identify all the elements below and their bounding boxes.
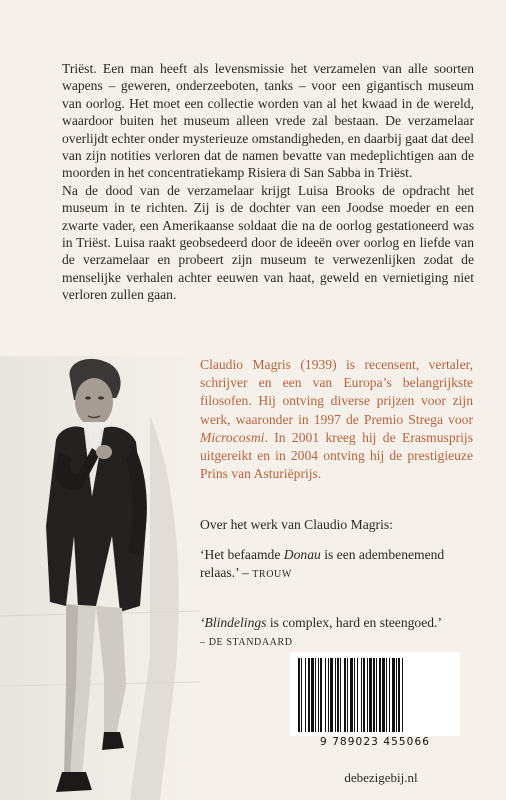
barcode-bar — [350, 658, 353, 732]
barcode-bar — [315, 658, 316, 732]
author-bio-text — [200, 356, 473, 483]
barcode-bar — [318, 658, 319, 732]
review-2-text: is complex, hard en steengoed.’ — [266, 615, 442, 630]
barcode-bar — [340, 658, 341, 732]
author-photo — [0, 356, 200, 800]
barcode-bar — [311, 658, 314, 732]
barcode-bar — [386, 658, 387, 732]
barcode-bars — [290, 652, 460, 736]
barcode-bar — [305, 658, 306, 732]
barcode-bar — [361, 658, 362, 732]
barcode-bar — [369, 658, 372, 732]
reviews-heading: Over het werk van Claudio Magris: — [200, 517, 393, 532]
review-quote-standaard — [200, 614, 473, 652]
barcode-bar — [328, 658, 329, 732]
barcode-bar — [308, 658, 310, 732]
barcode-bar — [354, 658, 355, 732]
bio-text-part1: Claudio Magris (1939) is recensent, vertaler, schrijver en een van Europa’s belangrijkste filosofen. Hij ontving diverse prijzen voor zijn werk, waaronder in 1997 de Premio Strega voor — [200, 357, 473, 427]
review-1-open: ‘Het befaamde — [200, 547, 284, 562]
barcode-bar — [344, 658, 346, 732]
barcode-bar — [389, 658, 390, 732]
barcode-bar — [337, 658, 339, 732]
review-1-source: TROUW — [252, 569, 292, 580]
barcode-bar — [392, 658, 395, 732]
blurb-paragraph-2: Na de dood van de verzamelaar krijgt Luisa Brooks de opdracht het museum in te richten. Zij is de dochter van een Joodse moeder en een zwarte vader, een Amerikaanse soldaat die na de oorlog gestationeerd was in Triëst. Luisa raakt geobsedeerd door de ideeën over oorlog en liefde van de verzamelaar en probeert zijn museum te verwezenlijken zodat de menselijke verhalen achter eeuwen van haat, geweld en vernietiging niet verloren zullen gaan. — [62, 182, 474, 303]
barcode-bar — [298, 658, 300, 732]
review-1-book-title: Donau — [283, 547, 321, 562]
barcode-bar — [320, 658, 322, 732]
barcode-bar — [382, 658, 385, 732]
barcode-bar — [367, 658, 368, 732]
barcode-bar — [379, 658, 381, 732]
barcode-bar — [325, 658, 326, 732]
barcode-bar — [357, 658, 358, 732]
review-2-source: – DE STANDAARD — [200, 637, 293, 648]
barcode-bar — [301, 658, 302, 732]
barcode-bar — [330, 658, 333, 732]
barcode-bar — [398, 658, 400, 732]
bio-text-part2: . In 2001 kreeg hij de Erasmusprijs uitgereikt en in 2004 ontving hij de prestigieuze Prins van Asturiëprijs. — [200, 429, 473, 482]
barcode-bar — [335, 658, 336, 732]
barcode-bar — [396, 658, 397, 732]
bio-book-title: Microcosmi — [200, 429, 265, 445]
review-2-book-title: ‘Blindelings — [200, 615, 267, 630]
review-1-text: is een adembenemend relaas.’ – — [200, 547, 445, 580]
review-quote-trouw — [200, 546, 473, 584]
author-bio — [200, 356, 473, 483]
isbn-barcode — [290, 652, 460, 756]
publisher-website: debezigebij.nl — [344, 770, 418, 785]
barcode-bar — [347, 658, 348, 732]
barcode-bar — [363, 658, 365, 732]
barcode-bar — [402, 658, 403, 732]
barcode-bar — [373, 658, 375, 732]
barcode-bar — [376, 658, 377, 732]
book-blurb — [62, 60, 474, 304]
blurb-paragraph-1: Triëst. Een man heeft als levensmissie het verzamelen van alle soorten wapens – geweren, onderzeeboten, tanks – voor een gigantisch museum van oorlog. Het moet een collectie worden van al het kwaad in de wereld, waardoor buiten het museum alleen vrede zal bestaan. De verzamelaar overlijdt echter onder mysterieuze omstandigheden, en daarbij gaat dat deel van zijn notities verloren dat de namen bevatte van medeplichtigen aan de moorden in het concentratiekamp Risiera di San Sabba in Triëst. — [62, 61, 474, 181]
isbn-number: 9 789023 455066 — [319, 736, 431, 748]
